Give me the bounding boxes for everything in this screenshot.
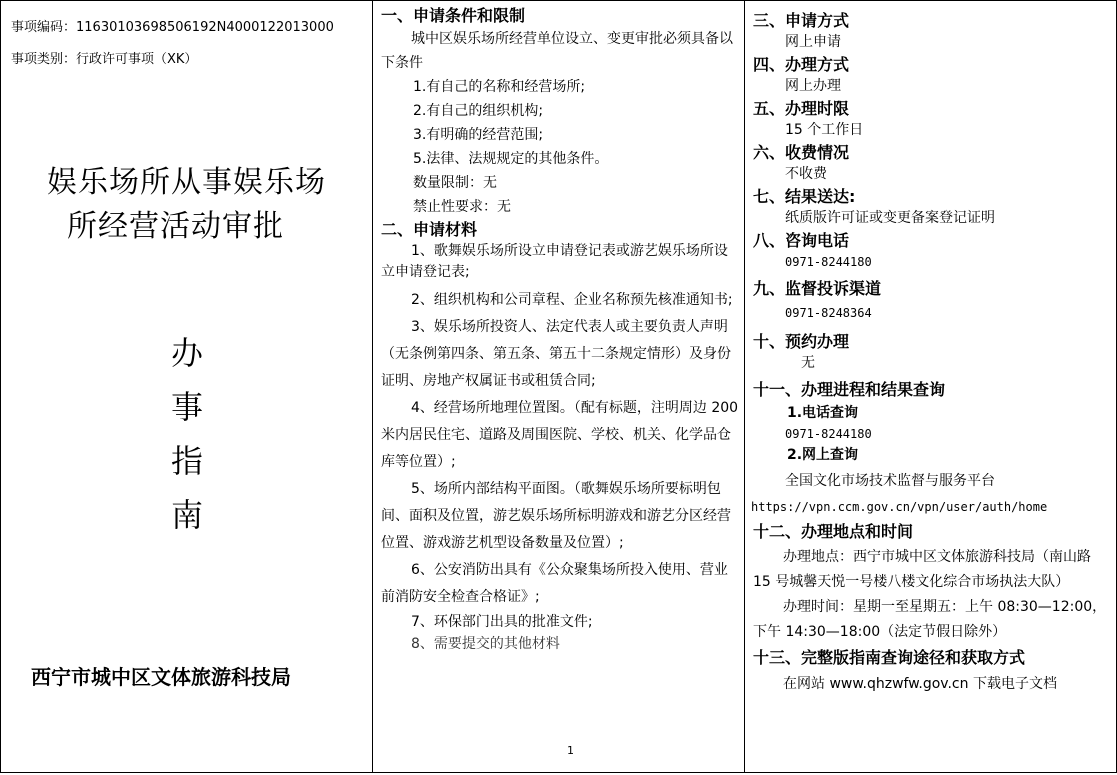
guide-vertical-title xyxy=(171,326,203,542)
material-item: 1、歌舞娱乐场所设立申请登记表或游艺娱乐场所设立申请登记表; xyxy=(381,243,728,280)
condition-item: 5.法律、法规规定的其他条件。 xyxy=(413,151,609,167)
material-item: 7、环保部门出具的批准文件; xyxy=(411,614,593,630)
condition-item: 2.有自己的组织机构; xyxy=(413,103,544,119)
item-code: 事项编码：11630103698506192N4000122013000 xyxy=(11,20,334,35)
section-text: 城中区娱乐场所经营单位设立、变更审批必须具备以下条件 xyxy=(381,31,733,71)
section-heading: 十一、办理进程和结果查询 xyxy=(753,380,946,399)
office-address: 办理地点：西宁市城中区文体旅游科技局（南山路 15 号城馨天悦一号楼八楼文化综合市场执法大队） xyxy=(753,549,1091,590)
conditions-materials-column xyxy=(372,0,745,773)
section-heading: 三、申请方式 xyxy=(753,11,850,30)
section-heading: 四、办理方式 xyxy=(753,55,850,74)
complaint-phone: 0971-8248364 xyxy=(785,306,872,320)
consult-phone: 0971-8244180 xyxy=(785,255,872,269)
section-heading: 七、结果送达: xyxy=(753,187,856,206)
section-heading: 五、办理时限 xyxy=(753,99,850,118)
cover-column xyxy=(0,0,373,773)
section-value: 不收费 xyxy=(785,166,827,182)
material-item: 5、场所内部结构平面图。（歌舞娱乐场所要标明包间、面积及位置，游艺娱乐场所标明游戏和游艺分区经营位置、游戏游艺机型设备数量及位置）; xyxy=(381,481,731,551)
section-value: 纸质版许可证或变更备案登记证明 xyxy=(785,210,995,226)
title-line-2: 所经营活动审批 xyxy=(67,209,284,244)
material-item: 3、娱乐场所投资人、法定代表人或主要负责人声明（无条例第四条、第五条、第五十二条规定情形）及身份证明、房地产权属证书或租赁合同; xyxy=(381,319,731,389)
guide-char: 南 xyxy=(171,496,204,534)
guide-char: 办 xyxy=(171,334,204,372)
section-heading: 十二、办理地点和时间 xyxy=(753,522,914,541)
section-heading: 一、申请条件和限制 xyxy=(381,6,526,25)
material-item: 2、组织机构和公司章程、企业名称预先核准通知书; xyxy=(411,292,733,308)
platform-link[interactable]: https://vpn.ccm.gov.cn/vpn/user/auth/home xyxy=(751,500,1048,514)
section-heading: 二、申请材料 xyxy=(381,220,478,239)
section-heading: 八、咨询电话 xyxy=(753,231,850,250)
condition-item: 3.有明确的经营范围; xyxy=(413,127,544,143)
prohibited-requirements: 禁止性要求：无 xyxy=(413,199,511,215)
page-number: 1 xyxy=(567,744,574,757)
download-info: 在网站 www.qhzwfw.gov.cn 下载电子文档 xyxy=(783,676,1057,692)
section-value: 无 xyxy=(801,355,815,371)
query-subheading: 2.网上查询 xyxy=(787,447,859,463)
section-value: 15 个工作日 xyxy=(785,122,864,138)
guide-char: 事 xyxy=(171,388,204,426)
page-title xyxy=(41,161,371,249)
condition-item: 1.有自己的名称和经营场所; xyxy=(413,79,586,95)
query-subheading: 1.电话查询 xyxy=(787,405,859,421)
section-heading: 六、收费情况 xyxy=(753,143,850,162)
section-value: 网上办理 xyxy=(785,78,841,94)
material-item: 8、需要提交的其他材料 xyxy=(411,636,560,652)
query-phone: 0971-8244180 xyxy=(785,427,872,441)
guide-char: 指 xyxy=(171,442,204,480)
platform-name: 全国文化市场技术监督与服务平台 xyxy=(785,473,995,489)
section-heading: 十三、完整版指南查询途径和获取方式 xyxy=(753,648,1026,667)
section-heading: 九、监督投诉渠道 xyxy=(753,279,882,298)
title-line-1: 娱乐场所从事娱乐场 xyxy=(47,165,326,200)
quantity-limit: 数量限制：无 xyxy=(413,175,497,191)
material-item: 4、经营场所地理位置图。（配有标题，注明周边 200 米内居民住宅、道路及周围医院、学校、机关、化学品仓库等位置）; xyxy=(381,400,739,470)
section-heading: 十、预约办理 xyxy=(753,332,850,351)
item-type: 事项类别：行政许可事项（XK） xyxy=(11,52,198,67)
procedures-column xyxy=(744,0,1117,773)
material-item: 6、公安消防出具有《公众聚集场所投入使用、营业前消防安全检查合格证》; xyxy=(381,562,728,605)
issuing-organization: 西宁市城中区文体旅游科技局 xyxy=(31,665,291,689)
section-value: 网上申请 xyxy=(785,34,841,50)
office-hours: 办理时间：星期一至星期五：上午 08:30—12:00，下午 14:30—18:00（法定节假日除外） xyxy=(753,599,1107,640)
